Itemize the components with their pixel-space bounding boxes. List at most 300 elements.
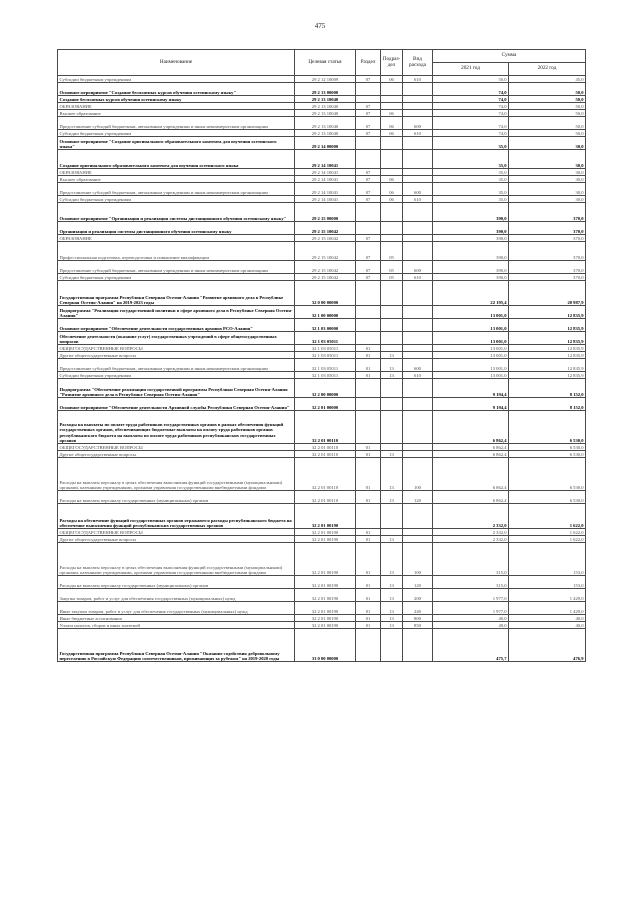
row-sum-2021: 35,0 — [433, 150, 509, 169]
row-section: 01 — [356, 622, 381, 629]
row-section — [356, 281, 381, 306]
row-name: Государственная программа Республики Северная Осетия-Алания "Оказание содействия добровольному переселению в Российскую Федерацию соотечественников, проживающих за рубежом" на 2019-2020 годы — [58, 629, 295, 662]
row-subsection: 13 — [381, 352, 403, 359]
row-subsection: 13 — [381, 576, 403, 589]
row-code: 32 2 01 00190 — [295, 602, 356, 615]
row-name: Создание оригинального образовательного контента для изучения осетинского языка — [58, 150, 295, 169]
row-name: Другие общегосударственные вопросы — [58, 352, 295, 359]
table-row — [58, 379, 586, 398]
row-sum-2021: 40,0 — [433, 622, 509, 629]
row-section: 01 — [356, 536, 381, 543]
row-name: Закупка товаров, работ и услуг для обеспечения государственных (муниципальных) нужд — [58, 589, 295, 602]
table-row — [58, 103, 586, 110]
table-row — [58, 274, 586, 281]
table-row — [58, 150, 586, 169]
row-section: 07 — [356, 130, 381, 137]
row-sum-2022: 1 429,0 — [509, 589, 586, 602]
row-expense-type — [403, 529, 433, 536]
row-expense-type — [403, 379, 433, 398]
table-row — [58, 504, 586, 529]
table-row — [58, 458, 586, 491]
page-number: 475 — [314, 22, 326, 30]
row-name: Организация и реализация системы дистанционного обучения осетинскому языку — [58, 222, 295, 235]
row-code: 32 1 03 05011 — [295, 332, 356, 345]
row-subsection: 06 — [381, 117, 403, 130]
row-section: 07 — [356, 242, 381, 261]
row-sum-2021: 13 001,0 — [433, 332, 509, 345]
row-sum-2022: 50,0 — [509, 96, 586, 103]
header-year-2022: 2022 год — [509, 63, 586, 76]
row-name: Предоставление субсидий бюджетным, автономным учреждениям и иным некоммерческим организациям — [58, 261, 295, 274]
row-expense-type: 200 — [403, 589, 433, 602]
row-section: 01 — [356, 615, 381, 622]
table-row — [58, 451, 586, 458]
row-code: 29 2 14 10041 — [295, 150, 356, 169]
row-section: 07 — [356, 235, 381, 242]
row-sum-2021: 35,0 — [433, 137, 509, 150]
table-row — [58, 176, 586, 183]
row-code: 29 2 14 00000 — [295, 137, 356, 150]
row-subsection — [381, 83, 403, 96]
table-row — [58, 130, 586, 137]
row-code: 32 2 01 00190 — [295, 589, 356, 602]
row-sum-2022: 8 152,0 — [509, 379, 586, 398]
row-code: 29 2 15 10042 — [295, 235, 356, 242]
row-code: 29 2 13 10040 — [295, 110, 356, 117]
header-section: Раздел — [356, 50, 381, 76]
row-sum-2021: 74,0 — [433, 103, 509, 110]
table-row — [58, 306, 586, 319]
row-sum-2022: 370,0 — [509, 274, 586, 281]
table-row — [58, 183, 586, 196]
row-expense-type: 600 — [403, 359, 433, 372]
row-code: 29 2 14 10041 — [295, 169, 356, 176]
row-section — [356, 332, 381, 345]
table-row — [58, 372, 586, 379]
table-row — [58, 615, 586, 622]
table-row — [58, 576, 586, 589]
row-sum-2021: 74,0 — [433, 110, 509, 117]
row-sum-2021: 13 001,0 — [433, 359, 509, 372]
row-name: Обеспечение деятельности (оказание услуг) государственных учреждений в сфере общегосударственных вопросов — [58, 332, 295, 345]
row-name: Создание бесплатных курсов обучения осетинскому языку — [58, 96, 295, 103]
row-sum-2022: 370,0 — [509, 261, 586, 274]
row-sum-2021: 6 862,4 — [433, 491, 509, 504]
row-name: Субсидии бюджетным учреждениям — [58, 274, 295, 281]
row-sum-2022: 1 622,0 — [509, 504, 586, 529]
row-section: 07 — [356, 183, 381, 196]
row-sum-2021: 22 195,4 — [433, 281, 509, 306]
row-name: Основное мероприятие "Создание бесплатных курсов обучения осетинскому языку" — [58, 83, 295, 96]
budget-table — [57, 49, 586, 662]
row-code: 32 2 01 00190 — [295, 529, 356, 536]
row-section: 07 — [356, 274, 381, 281]
table-row — [58, 169, 586, 176]
row-subsection — [381, 529, 403, 536]
row-section: 01 — [356, 444, 381, 451]
row-section: 07 — [356, 103, 381, 110]
row-section — [356, 137, 381, 150]
row-sum-2021: 475,7 — [433, 629, 509, 662]
row-sum-2021: 315,0 — [433, 543, 509, 576]
row-name: ОБЩЕГОСУДАРСТВЕННЫЕ ВОПРОСЫ — [58, 345, 295, 352]
row-code: 32 2 01 00190 — [295, 576, 356, 589]
row-code: 32 2 01 00110 — [295, 451, 356, 458]
row-sum-2022: 370,0 — [509, 203, 586, 222]
row-name: Основное мероприятие "Обеспечение деятельности государственных архивов РСО-Алания" — [58, 319, 295, 332]
row-expense-type — [403, 83, 433, 96]
table-row — [58, 398, 586, 411]
row-section — [356, 398, 381, 411]
row-subsection: 13 — [381, 359, 403, 372]
row-sum-2021: 13 001,0 — [433, 306, 509, 319]
row-code: 29 2 14 10041 — [295, 183, 356, 196]
row-code: 32 2 01 00190 — [295, 536, 356, 543]
row-name: Основное мероприятие "Обеспечение деятельности Архивной службы Республики Северная Осетия-Алания" — [58, 398, 295, 411]
row-section — [356, 203, 381, 222]
row-sum-2022: 12 835,9 — [509, 352, 586, 359]
row-sum-2022: 153,0 — [509, 543, 586, 576]
row-sum-2022: 6 530,0 — [509, 444, 586, 451]
row-code: 32 1 03 05011 — [295, 372, 356, 379]
row-sum-2021: 74,0 — [433, 96, 509, 103]
row-subsection: 06 — [381, 110, 403, 117]
row-subsection — [381, 235, 403, 242]
row-section: 01 — [356, 451, 381, 458]
table-body — [58, 76, 586, 662]
row-sum-2022: 30,0 — [509, 150, 586, 169]
row-sum-2021: 35,0 — [433, 169, 509, 176]
table-row — [58, 332, 586, 345]
row-sum-2021: 6 862,4 — [433, 451, 509, 458]
row-subsection: 05 — [381, 261, 403, 274]
row-name: Государственная программа Республики Северная Осетия-Алания "Развитие архивного дела в Республике Северная Осетия-Алания" на 2019-2023 годы — [58, 281, 295, 306]
row-sum-2021: 13 001,0 — [433, 345, 509, 352]
row-sum-2021: 2 332,0 — [433, 504, 509, 529]
row-name: Основное мероприятие "Создание оригинального образовательного контента для изучения осетинского языка" — [58, 137, 295, 150]
row-section: 01 — [356, 352, 381, 359]
row-section — [356, 504, 381, 529]
row-expense-type — [403, 411, 433, 444]
row-code: 32 1 03 00000 — [295, 319, 356, 332]
row-code: 29 2 13 10040 — [295, 117, 356, 130]
row-sum-2021: 40,0 — [433, 615, 509, 622]
row-expense-type: 100 — [403, 543, 433, 576]
row-sum-2021: 35,0 — [433, 176, 509, 183]
row-section: 01 — [356, 602, 381, 615]
row-name: Расходы на выплаты персоналу государственных (муниципальных) органов — [58, 491, 295, 504]
row-code: 29 2 13 10040 — [295, 103, 356, 110]
row-sum-2022: 12 835,9 — [509, 306, 586, 319]
row-code: 29 2 13 10040 — [295, 96, 356, 103]
row-code: 32 0 00 00000 — [295, 281, 356, 306]
table-row — [58, 536, 586, 543]
row-code: 32 2 01 00110 — [295, 491, 356, 504]
row-sum-2022: 6 530,0 — [509, 458, 586, 491]
row-section — [356, 96, 381, 103]
row-section: 07 — [356, 196, 381, 203]
row-code: 29 2 13 10040 — [295, 130, 356, 137]
row-section — [356, 306, 381, 319]
row-sum-2021: 50,0 — [433, 76, 509, 83]
row-name: Субсидии бюджетным учреждениям — [58, 372, 295, 379]
row-subsection — [381, 444, 403, 451]
row-sum-2021: 35,0 — [433, 183, 509, 196]
row-expense-type: 610 — [403, 130, 433, 137]
row-name: Иные бюджетные ассигнования — [58, 615, 295, 622]
row-sum-2022: 476,9 — [509, 629, 586, 662]
row-section — [356, 379, 381, 398]
row-sum-2022: 30,0 — [509, 183, 586, 196]
row-subsection — [381, 306, 403, 319]
row-code: 32 2 01 00110 — [295, 458, 356, 491]
row-name: Высшее образование — [58, 176, 295, 183]
row-sum-2022: 8 152,0 — [509, 398, 586, 411]
row-expense-type — [403, 176, 433, 183]
row-name: ОБРАЗОВАНИЕ — [58, 103, 295, 110]
row-expense-type — [403, 444, 433, 451]
row-name: ОБЩЕГОСУДАРСТВЕННЫЕ ВОПРОСЫ — [58, 529, 295, 536]
row-name: Основное мероприятие "Организация и реализация системы дистанционного обучения осетинскому языку" — [58, 203, 295, 222]
table-row — [58, 589, 586, 602]
row-sum-2021: 390,0 — [433, 235, 509, 242]
row-code: 32 1 03 05011 — [295, 352, 356, 359]
row-expense-type: 600 — [403, 261, 433, 274]
header-subsection: Подраз-дел — [381, 50, 403, 76]
table-row — [58, 76, 586, 83]
header-sum: Сумма — [433, 50, 586, 63]
row-sum-2021: 390,0 — [433, 222, 509, 235]
row-sum-2022: 153,0 — [509, 576, 586, 589]
row-subsection: 13 — [381, 372, 403, 379]
row-expense-type — [403, 281, 433, 306]
row-subsection — [381, 319, 403, 332]
table-row — [58, 83, 586, 96]
row-expense-type — [403, 96, 433, 103]
row-section — [356, 150, 381, 169]
table-row — [58, 117, 586, 130]
row-subsection: 13 — [381, 536, 403, 543]
row-sum-2022: 1 622,0 — [509, 536, 586, 543]
row-name: Расходы на выплаты персоналу государственных (муниципальных) органов — [58, 576, 295, 589]
row-sum-2022: 30,0 — [509, 196, 586, 203]
table-row — [58, 411, 586, 444]
row-name: Иные закупки товаров, работ и услуг для обеспечения государственных (муниципальных) нужд — [58, 602, 295, 615]
row-sum-2021: 6 862,4 — [433, 444, 509, 451]
row-sum-2022: 30,0 — [509, 169, 586, 176]
row-expense-type — [403, 306, 433, 319]
row-subsection: 13 — [381, 543, 403, 576]
header-year-2021: 2021 год — [433, 63, 509, 76]
row-code: 32 1 00 00000 — [295, 306, 356, 319]
row-code: 32 2 00 00000 — [295, 379, 356, 398]
table-row — [58, 543, 586, 576]
row-sum-2021: 390,0 — [433, 242, 509, 261]
row-expense-type — [403, 629, 433, 662]
row-section: 01 — [356, 458, 381, 491]
row-sum-2022: 50,0 — [509, 83, 586, 96]
row-expense-type — [403, 536, 433, 543]
table-row — [58, 203, 586, 222]
row-subsection — [381, 222, 403, 235]
row-code: 29 2 12 10009 — [295, 76, 356, 83]
row-section — [356, 411, 381, 444]
row-name: Профессиональная подготовка, переподготовка и повышение квалификации — [58, 242, 295, 261]
row-sum-2022: 12 835,9 — [509, 345, 586, 352]
row-code: 32 2 01 00190 — [295, 504, 356, 529]
row-sum-2021: 2 332,0 — [433, 536, 509, 543]
row-sum-2021: 6 862,4 — [433, 411, 509, 444]
row-expense-type — [403, 137, 433, 150]
table-row — [58, 622, 586, 629]
table-row — [58, 222, 586, 235]
row-expense-type — [403, 504, 433, 529]
row-sum-2021: 390,0 — [433, 261, 509, 274]
table-row — [58, 235, 586, 242]
row-sum-2022: 20 987,9 — [509, 281, 586, 306]
row-code: 29 2 15 10042 — [295, 222, 356, 235]
row-expense-type — [403, 169, 433, 176]
row-code: 32 2 01 00190 — [295, 543, 356, 576]
row-sum-2022: 50,0 — [509, 103, 586, 110]
row-sum-2021: 9 194,4 — [433, 398, 509, 411]
row-sum-2022: 370,0 — [509, 222, 586, 235]
row-expense-type — [403, 398, 433, 411]
row-name: Высшее образование — [58, 110, 295, 117]
row-subsection — [381, 203, 403, 222]
row-name: Предоставление субсидий бюджетным, автономным учреждениям и иным некоммерческим организациям — [58, 359, 295, 372]
row-sum-2021: 13 001,0 — [433, 319, 509, 332]
table-row — [58, 242, 586, 261]
row-code: 29 2 14 10041 — [295, 176, 356, 183]
row-name: Подпрограмма "Обеспечение реализации государственной программы Республики Северная Осетия-Алания "Развитие архивного дела в Республике Северная Осетия-Алания" — [58, 379, 295, 398]
row-section: 01 — [356, 576, 381, 589]
row-expense-type — [403, 451, 433, 458]
row-expense-type — [403, 345, 433, 352]
row-sum-2022: 6 530,0 — [509, 451, 586, 458]
row-subsection: 13 — [381, 451, 403, 458]
row-name: Другие общегосударственные вопросы — [58, 451, 295, 458]
row-expense-type: 120 — [403, 491, 433, 504]
row-section: 01 — [356, 529, 381, 536]
row-subsection: 05 — [381, 274, 403, 281]
row-subsection — [381, 169, 403, 176]
row-expense-type: 850 — [403, 622, 433, 629]
row-subsection — [381, 332, 403, 345]
row-sum-2021: 390,0 — [433, 274, 509, 281]
row-subsection — [381, 398, 403, 411]
row-section: 07 — [356, 169, 381, 176]
row-expense-type — [403, 150, 433, 169]
row-expense-type: 610 — [403, 196, 433, 203]
row-section: 07 — [356, 76, 381, 83]
row-section: 01 — [356, 543, 381, 576]
row-section — [356, 222, 381, 235]
row-expense-type — [403, 242, 433, 261]
table-row — [58, 110, 586, 117]
row-expense-type: 610 — [403, 76, 433, 83]
row-sum-2022: 30,0 — [509, 137, 586, 150]
row-section: 07 — [356, 117, 381, 130]
row-sum-2021: 315,0 — [433, 576, 509, 589]
row-expense-type: 600 — [403, 183, 433, 196]
table-row — [58, 137, 586, 150]
row-sum-2021: 74,0 — [433, 83, 509, 96]
row-code: 33 0 00 00000 — [295, 629, 356, 662]
row-subsection — [381, 411, 403, 444]
row-sum-2022: 12 835,9 — [509, 332, 586, 345]
row-sum-2022: 50,0 — [509, 117, 586, 130]
row-expense-type — [403, 103, 433, 110]
row-expense-type — [403, 332, 433, 345]
row-sum-2022: 6 530,0 — [509, 411, 586, 444]
row-code: 32 2 01 00190 — [295, 622, 356, 629]
row-sum-2022: 1 429,0 — [509, 602, 586, 615]
row-code: 29 2 15 10042 — [295, 274, 356, 281]
table-row — [58, 444, 586, 451]
row-code: 29 2 15 10042 — [295, 242, 356, 261]
row-expense-type — [403, 222, 433, 235]
header-name: Наименование — [58, 50, 295, 76]
table-row — [58, 529, 586, 536]
row-section: 01 — [356, 359, 381, 372]
row-sum-2021: 74,0 — [433, 130, 509, 137]
row-sum-2022: 370,0 — [509, 235, 586, 242]
row-sum-2022: 30,0 — [509, 176, 586, 183]
row-expense-type: 800 — [403, 615, 433, 622]
row-expense-type — [403, 203, 433, 222]
row-sum-2022: 6 530,0 — [509, 491, 586, 504]
table-row — [58, 261, 586, 274]
table-row — [58, 196, 586, 203]
row-sum-2022: 40,0 — [509, 615, 586, 622]
row-subsection: 06 — [381, 176, 403, 183]
row-section — [356, 319, 381, 332]
row-subsection: 06 — [381, 196, 403, 203]
row-subsection: 13 — [381, 458, 403, 491]
row-sum-2021: 74,0 — [433, 117, 509, 130]
table-row — [58, 491, 586, 504]
row-section: 01 — [356, 589, 381, 602]
row-sum-2021: 390,0 — [433, 203, 509, 222]
row-code: 29 2 14 10041 — [295, 196, 356, 203]
table-row — [58, 281, 586, 306]
row-name: Расходы на выплаты персоналу в целях обеспечения выполнения функций государственными (муниципальными) органами, казенными учреждениями, органами управления государственными внебюджетными фондами — [58, 458, 295, 491]
row-subsection: 13 — [381, 491, 403, 504]
row-sum-2021: 13 001,0 — [433, 372, 509, 379]
row-section: 07 — [356, 176, 381, 183]
row-code: 32 1 03 05011 — [295, 345, 356, 352]
table-row — [58, 96, 586, 103]
row-name: Предоставление субсидий бюджетным, автономным учреждениям и иным некоммерческим организациям — [58, 117, 295, 130]
row-subsection — [381, 281, 403, 306]
table-row — [58, 629, 586, 662]
row-expense-type — [403, 235, 433, 242]
row-section: 01 — [356, 491, 381, 504]
row-sum-2022: 40,0 — [509, 622, 586, 629]
row-name: Расходы на выплаты по оплате труда работников государственных органов в рамках обеспечения функций государственных органов, обеспечивающих бюджетные выплаты на оплату труда работников органов республиканского бюджета на выплаты по оплате труда работников республиканских государственных органов — [58, 411, 295, 444]
row-name: Расходы на выплаты персоналу в целях обеспечения выполнения функций государственными (муниципальными) органами, казенными учреждениями, органами управления государственными внебюджетными фондами — [58, 543, 295, 576]
row-subsection: 13 — [381, 589, 403, 602]
row-section: 01 — [356, 372, 381, 379]
row-subsection: 06 — [381, 76, 403, 83]
row-sum-2022: 370,0 — [509, 242, 586, 261]
row-sum-2021: 1 977,0 — [433, 589, 509, 602]
row-expense-type: 610 — [403, 372, 433, 379]
row-code: 29 2 15 10042 — [295, 261, 356, 274]
row-sum-2022: 12 835,9 — [509, 319, 586, 332]
row-code: 29 2 13 00000 — [295, 83, 356, 96]
